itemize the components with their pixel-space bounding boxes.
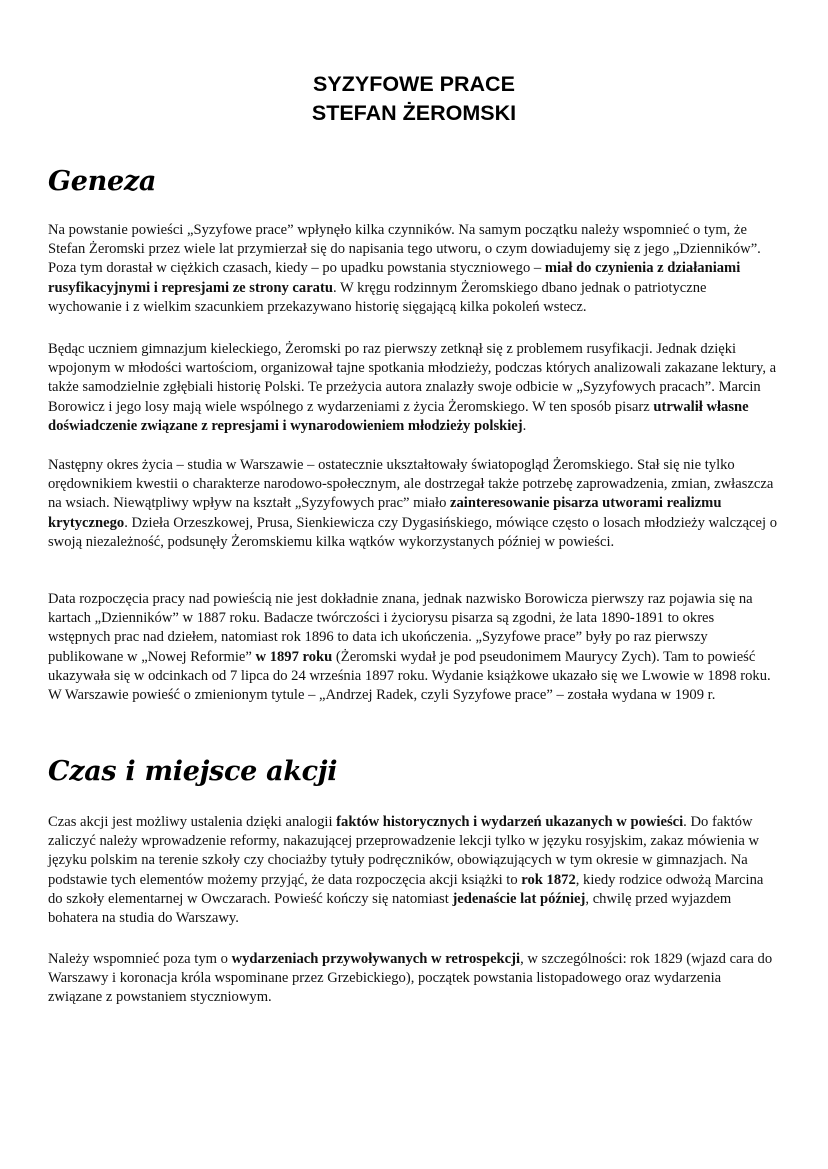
text-run: . — [522, 417, 527, 434]
bold-text-run: w 1897 roku — [255, 648, 333, 665]
text-run: Będąc uczniem gimnazjum kieleckiego, Żeromski po raz pierwszy zetknął się z problemem rusyfikacji. Jednak dzięki wpojonym w młodości wartościom, organizował tajne spotkania młodzieży, podczas których analizowali zakazane lektury, a także samodzielnie zgłębiali historię Polski. Te przeżycia autora znalazły swoje odbicie w „Syzyfowych pracach”. Marcin Borowicz i jego losy mają wiele wspólnego z wydarzeniami z życia Żeromskiego. W ten sposób pisarz — [48, 341, 777, 415]
text-run: , kiedy rodzice odwożą Marcina do szkoły elementarnej w Owczarach. Powieść kończy się natomiast — [48, 871, 764, 907]
text-run: , w szczególności: rok 1829 (wjazd cara do Warszawy i koronacja króla wspominane przez Grzebickiego), początek powstania listopadowego oraz wydarzenia związane z powstaniem styczniowym. — [48, 951, 773, 1006]
text-run: Następny okres życia – studia w Warszawie – ostatecznie ukształtowały światopogląd Żeromskiego. Stał się nie tylko orędownikiem kwestii o charakterze narodowo-społecznym, ale dostrzegał także potrzebę zaprowadzenia, zmian, zwłaszcza na wsiach. Niewątpliwy wpływ na kształt „Syzyfowych prac” miało — [48, 457, 774, 512]
text-run: Należy wspomnieć poza tym o — [48, 951, 232, 967]
section-heading-geneza: Geneza — [48, 166, 157, 197]
bold-text-run: miał do czynienia z działaniami rusyfikacyjnymi i represjami ze strony caratu — [48, 260, 741, 296]
paragraph — [48, 456, 778, 552]
text-run: (Żeromski wydał je pod pseudonimem Maurycy Zych). Tam to powieść ukazywała się w odcinkach od 7 lipca do 24 września 1897 roku. Wydanie książkowe ukazało się we Lwowie w 1898 roku. W Warszawie powieść o zmienionym tytule – „Andrzej Radek, czyli Syzyfowe prace” – została wydana w 1909 r. — [48, 648, 771, 704]
text-run: . Do faktów zaliczyć należy wprowadzenie reformy, nakazującej przeprowadzenie lekcji tylko w języku rosyjskim, zakaz mówienia w języku polskim na terenie szkoły czy chociażby tytuły podręczników, obowiązujących w tym okresie w gimnazjach. Na podstawie tych elementów możemy przyjąć, że data rozpoczęcia akcji książki to — [48, 814, 759, 888]
section-heading-czas-i-miejsce: Czas i miejsce akcji — [48, 756, 338, 787]
bold-text-run: utrwalił własne doświadczenie związane z represjami i wynarodowieniem młodzieży polskiej — [48, 398, 749, 434]
paragraph — [48, 950, 778, 1008]
title-line-2: STEFAN ŻEROMSKI — [311, 101, 517, 125]
bold-text-run: faktów historycznych i wydarzeń ukazanych w powieści — [336, 814, 684, 830]
bold-text-run: wydarzeniach przywoływanych w retrospekcji — [231, 951, 521, 967]
text-run: . W kręgu rodzinnym Żeromskiego dbano jednak o patriotyczne wychowanie i z wielkim szacunkiem przekazywano historię sięgającą kilka pokoleń wstecz. — [48, 279, 707, 315]
text-run: Data rozpoczęcia pracy nad powieścią nie jest dokładnie znana, jednak nazwisko Borowicza pierwszy raz pojawia się na kartach „Dzienników” w 1887 roku. Badacze twórczości i życiorysu pisarza są zgodni, że lata 1890-1891 to okres wstępnych prac nad dziełem, natomiast rok 1896 to data ich ukończenia. „Syzyfowe prace” były po raz pierwszy publikowane w „Nowej Reformie” — [48, 591, 753, 665]
paragraph — [48, 813, 778, 928]
title-line-1: SYZYFOWE PRACE — [313, 72, 515, 96]
text-run: . Dzieła Orzeszkowej, Prusa, Sienkiewicza czy Dygasińskiego, mówiące często o losach młodzieży walczącej o swoją niezależność, podsunęły Żeromskiemu kilka wątków wykorzystanych później w powieści. — [48, 514, 778, 550]
paragraph — [48, 340, 778, 436]
paragraph — [48, 221, 778, 317]
bold-text-run: zainteresowanie pisarza utworami realizmu krytycznego — [48, 495, 722, 531]
text-run: Czas akcji jest możliwy ustalenia dzięki analogii — [48, 814, 337, 830]
text-run: , chwilę przed wyjazdem bohatera na studia do Warszawy. — [48, 890, 732, 927]
document-title — [0, 70, 828, 128]
bold-text-run: rok 1872 — [521, 871, 576, 888]
paragraph — [48, 590, 778, 705]
bold-text-run: jedenaście lat później — [452, 890, 586, 907]
text-run: Na powstanie powieści „Syzyfowe prace” wpłynęło kilka czynników. Na samym początku należy wspomnieć o tym, że Stefan Żeromski przez wiele lat przymierzał się do napisania tego utworu, o czym dowiadujemy się z jego „Dzienników”. Poza tym dorastał w ciężkich czasach, kiedy – po upadku powstania styczniowego – — [48, 222, 761, 277]
